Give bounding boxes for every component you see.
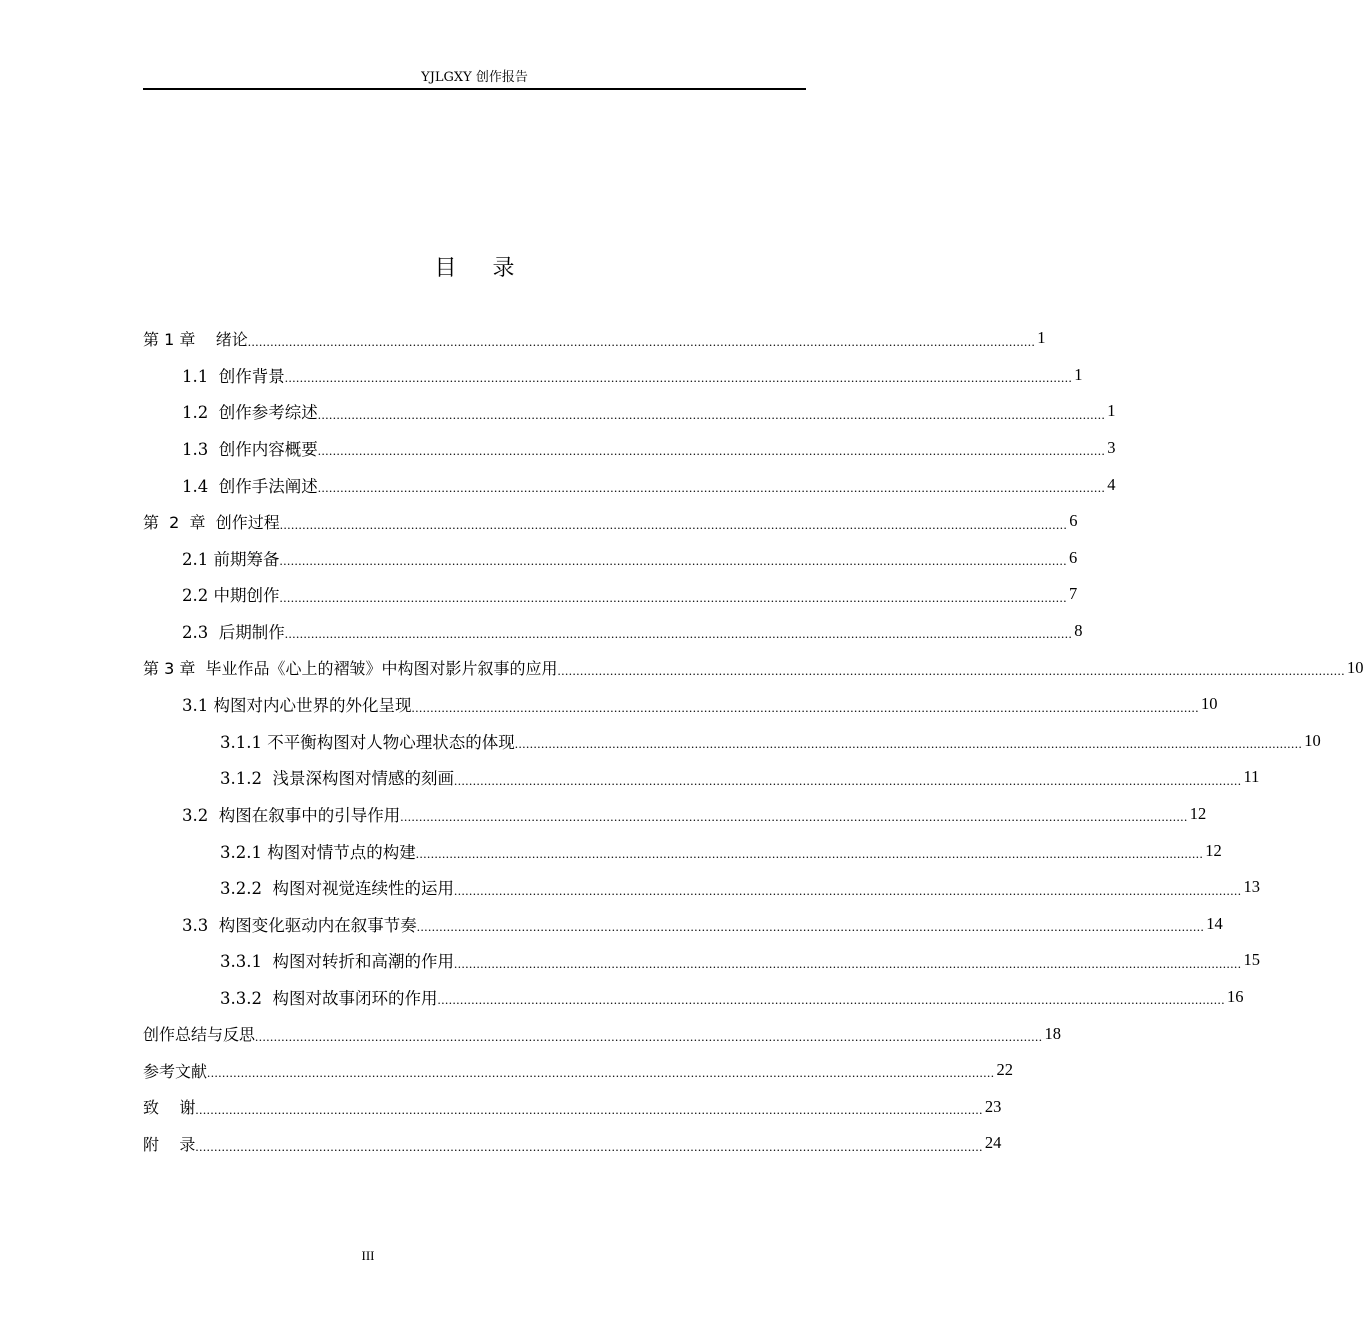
toc-entry-chapter-3[interactable] <box>143 649 1364 686</box>
toc-entry-2-3[interactable] <box>143 613 1083 650</box>
dot-leader: .................................................................................................................................................................................................................. <box>514 736 1303 752</box>
dot-leader: .................................................................................................................................................................................................................. <box>195 1138 983 1154</box>
toc-entry-page: 23 <box>984 1096 1002 1116</box>
toc-entry-label: 3.3.1 构图对转折和高潮的作用 <box>220 952 454 972</box>
toc-entry-label: 1.1 创作背景 <box>182 366 285 386</box>
dot-leader: .................................................................................................................................................................................................................. <box>453 955 1242 971</box>
toc-entry-label: 致 谢 <box>143 1098 196 1118</box>
toc-entry-page: 3 <box>1107 438 1116 458</box>
dot-leader: .................................................................................................................................................................................................................. <box>255 1028 1043 1044</box>
toc-entry-label: 3.1.1 不平衡构图对人物心理状态的体现 <box>220 732 515 752</box>
dot-leader: .................................................................................................................................................................................................................. <box>195 1102 983 1118</box>
toc-entry-2-2[interactable] <box>143 576 1078 613</box>
toc-entry-page: 4 <box>1107 474 1116 494</box>
toc-entry-page: 11 <box>1243 767 1260 787</box>
toc-entry-label: 1.4 创作手法阐述 <box>182 476 318 496</box>
dot-leader: .................................................................................................................................................................................................................. <box>437 992 1225 1008</box>
toc-entry-1-2[interactable] <box>143 393 1116 430</box>
toc-entry-label: 参考文献 <box>143 1061 208 1081</box>
toc-entry-3-2-1[interactable] <box>143 832 1222 869</box>
toc-entry-label: 第 3 章 毕业作品《心上的褶皱》中构图对影片叙事的应用 <box>143 659 558 679</box>
dot-leader: .................................................................................................................................................................................................................. <box>453 882 1242 898</box>
toc-entry-2-1[interactable] <box>143 540 1078 577</box>
toc-entry-1-1[interactable] <box>143 357 1083 394</box>
toc-entry-label: 3.3.2 构图对故事闭环的作用 <box>220 988 438 1008</box>
toc-entry-page: 18 <box>1044 1023 1062 1043</box>
toc-entry-page: 1 <box>1074 364 1083 384</box>
dot-leader: .................................................................................................................................................................................................................. <box>416 919 1205 935</box>
dot-leader: .................................................................................................................................................................................................................. <box>317 479 1106 495</box>
dot-leader: .................................................................................................................................................................................................................. <box>279 589 1067 605</box>
toc-entry-1-3[interactable] <box>143 430 1116 467</box>
toc-entry-3-1[interactable] <box>143 686 1218 723</box>
toc-entry-label: 创作总结与反思 <box>143 1025 256 1045</box>
toc-entry-label: 3.2.2 构图对视觉连续性的运用 <box>220 879 454 899</box>
toc-entry-summary[interactable] <box>143 1015 1062 1052</box>
toc-entry-label: 第 2 章 创作过程 <box>143 512 280 532</box>
toc-entry-3-3-2[interactable] <box>143 979 1244 1016</box>
toc-entry-3-3-1[interactable] <box>143 942 1260 979</box>
dot-leader: .................................................................................................................................................................................................................. <box>453 772 1242 788</box>
toc-entry-page: 1 <box>1107 401 1116 421</box>
header-rule <box>143 88 806 90</box>
toc-entry-label: 1.3 创作内容概要 <box>182 440 318 460</box>
dot-leader: .................................................................................................................................................................................................................. <box>400 809 1188 825</box>
dot-leader: .................................................................................................................................................................................................................. <box>317 406 1106 422</box>
dot-leader: .................................................................................................................................................................................................................. <box>284 370 1073 386</box>
dot-leader: .................................................................................................................................................................................................................. <box>279 553 1067 569</box>
table-of-contents <box>143 320 1364 1162</box>
dot-leader: .................................................................................................................................................................................................................. <box>247 333 1036 349</box>
toc-entry-page: 8 <box>1074 621 1083 641</box>
toc-entry-page: 1 <box>1037 328 1046 348</box>
toc-entry-label: 2.2 中期创作 <box>182 586 280 606</box>
page-number: III <box>361 1248 375 1263</box>
toc-entry-1-4[interactable] <box>143 466 1116 503</box>
toc-entry-label: 3.1 构图对内心世界的外化呈现 <box>182 696 412 716</box>
toc-entry-3-2-2[interactable] <box>143 869 1260 906</box>
toc-entry-chapter-1[interactable] <box>143 320 1046 357</box>
toc-entry-3-1-1[interactable] <box>143 723 1321 760</box>
toc-entry-page: 6 <box>1069 511 1078 531</box>
dot-leader: .................................................................................................................................................................................................................. <box>411 699 1199 715</box>
toc-entry-page: 15 <box>1243 950 1260 970</box>
dot-leader: .................................................................................................................................................................................................................. <box>207 1065 995 1081</box>
toc-title: 目录 <box>434 256 551 281</box>
toc-entry-page: 10 <box>1201 694 1218 714</box>
dot-leader: .................................................................................................................................................................................................................. <box>557 662 1346 678</box>
toc-entry-label: 1.2 创作参考综述 <box>182 403 318 423</box>
toc-entry-page: 10 <box>1347 657 1364 677</box>
toc-entry-label: 3.2 构图在叙事中的引导作用 <box>182 806 401 826</box>
toc-entry-label: 3.3 构图变化驱动内在叙事节奏 <box>182 915 417 935</box>
toc-entry-label: 3.1.2 浅景深构图对情感的刻画 <box>220 769 454 789</box>
toc-entry-page: 10 <box>1304 730 1321 750</box>
toc-entry-page: 16 <box>1226 986 1244 1006</box>
toc-entry-label: 3.2.1 构图对情节点的构建 <box>220 842 416 862</box>
toc-entry-acknowledgements[interactable] <box>143 1088 1002 1125</box>
toc-entry-page: 12 <box>1205 840 1222 860</box>
toc-entry-3-3[interactable] <box>143 906 1223 943</box>
dot-leader: .................................................................................................................................................................................................................. <box>284 626 1073 642</box>
toc-entry-appendix[interactable] <box>143 1125 1002 1162</box>
toc-entry-3-1-2[interactable] <box>143 759 1260 796</box>
toc-entry-label: 附 录 <box>143 1134 196 1154</box>
toc-entry-page: 22 <box>996 1060 1014 1080</box>
dot-leader: .................................................................................................................................................................................................................. <box>279 516 1068 532</box>
toc-entry-page: 7 <box>1069 584 1078 604</box>
toc-entry-label: 2.3 后期制作 <box>182 623 285 643</box>
toc-entry-page: 12 <box>1189 804 1207 824</box>
dot-leader: .................................................................................................................................................................................................................. <box>415 845 1204 861</box>
toc-entry-page: 24 <box>984 1133 1002 1153</box>
running-header: YJLGXY 创作报告 <box>421 70 528 85</box>
dot-leader: .................................................................................................................................................................................................................. <box>317 443 1106 459</box>
toc-entry-references[interactable] <box>143 1052 1014 1089</box>
toc-entry-page: 6 <box>1069 547 1078 567</box>
toc-entry-page: 14 <box>1206 913 1223 933</box>
toc-entry-page: 13 <box>1243 877 1260 897</box>
toc-entry-3-2[interactable] <box>143 796 1207 833</box>
toc-entry-chapter-2[interactable] <box>143 503 1078 540</box>
toc-entry-label: 第 1 章 绪论 <box>143 329 248 349</box>
toc-entry-label: 2.1 前期筹备 <box>182 549 280 569</box>
